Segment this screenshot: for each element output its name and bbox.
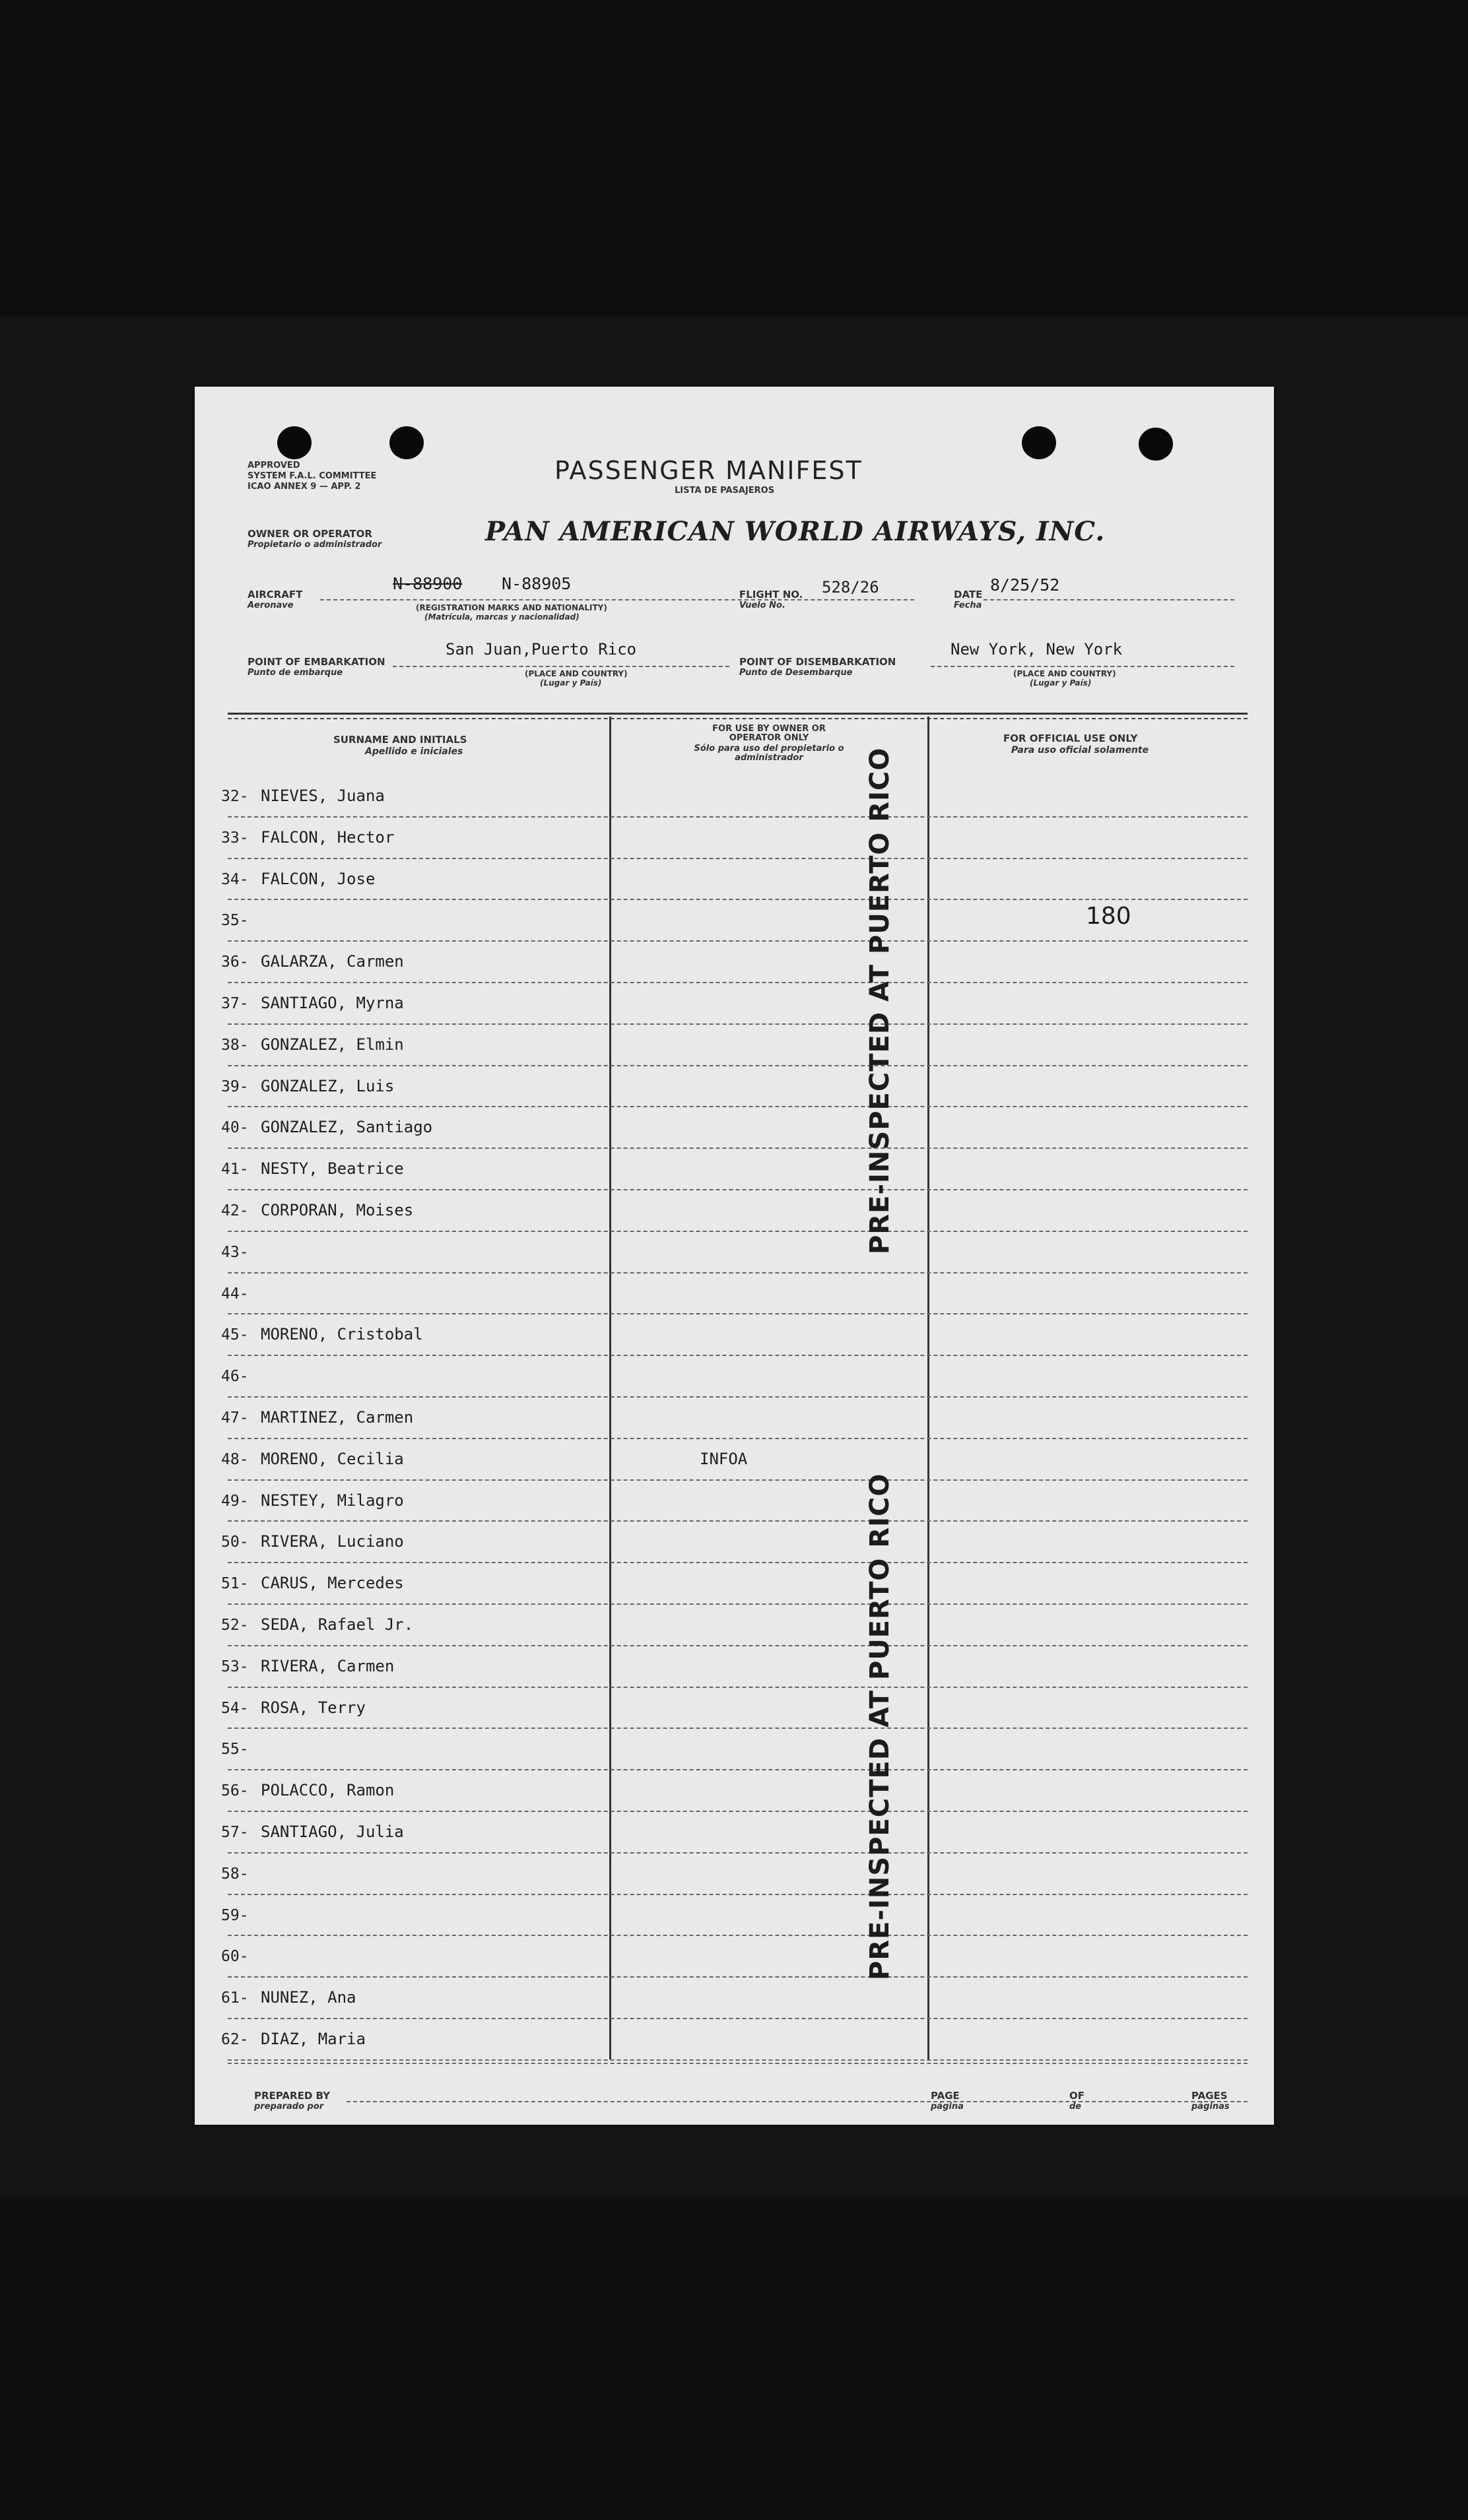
row-rule xyxy=(228,1065,1248,1066)
table-row xyxy=(195,901,1274,943)
passenger-name: GONZALEZ, Elmin xyxy=(261,1035,404,1054)
owner-label: OWNER OR OPERATOR xyxy=(248,528,372,540)
table-row xyxy=(195,1896,1274,1938)
row-rule xyxy=(228,1313,1248,1314)
embark-value: San Juan,Puerto Rico xyxy=(446,640,636,659)
table-row xyxy=(195,1109,1274,1150)
row-number: 43- xyxy=(221,1243,249,1261)
passenger-name: CORPORAN, Moises xyxy=(261,1201,414,1219)
row-rule xyxy=(228,1396,1248,1398)
table-row xyxy=(195,1316,1274,1357)
passenger-name: MORENO, Cristobal xyxy=(261,1325,423,1344)
passenger-name: ROSA, Terry xyxy=(261,1698,366,1717)
registration-caption-es: (Matrícula, marcas y nacionalidad) xyxy=(424,612,580,622)
table-row xyxy=(195,1689,1274,1731)
row-number: 40- xyxy=(221,1119,249,1137)
row-number: 61- xyxy=(221,1989,249,2007)
date-value: 8/25/52 xyxy=(990,575,1060,595)
col-header-surname: SURNAME AND INITIALS xyxy=(333,734,467,746)
row-rule xyxy=(228,1189,1248,1190)
row-rule xyxy=(228,1106,1248,1107)
row-rule xyxy=(228,1520,1248,1522)
passenger-name: MORENO, Cecilia xyxy=(261,1449,404,1468)
row-number: 44- xyxy=(221,1285,249,1303)
row-number: 54- xyxy=(221,1699,249,1717)
passenger-name: RIVERA, Carmen xyxy=(261,1656,395,1675)
table-row xyxy=(195,1482,1274,1524)
approval-line: ICAO ANNEX 9 — APP. 2 xyxy=(248,482,361,492)
row-rule xyxy=(228,816,1248,818)
disembark-place-caption-es: (Lugar y País) xyxy=(1030,678,1092,688)
passenger-name: FALCON, Jose xyxy=(261,869,376,888)
row-rule xyxy=(228,1728,1248,1729)
table-row xyxy=(195,1192,1274,1233)
row-number: 53- xyxy=(221,1658,249,1675)
table-row xyxy=(195,1565,1274,1606)
row-rule xyxy=(228,1645,1248,1646)
row-rule xyxy=(228,858,1248,859)
pages-label-es: páginas xyxy=(1191,2102,1230,2112)
row-number: 32- xyxy=(221,788,249,805)
punch-hole xyxy=(1022,426,1056,459)
passenger-name: GALARZA, Carmen xyxy=(261,952,404,971)
table-row xyxy=(195,1937,1274,1979)
manifest-sheet xyxy=(195,387,1274,2125)
row-rule xyxy=(228,1562,1248,1563)
aircraft-label-es: Aeronave xyxy=(248,600,294,610)
row-number: 60- xyxy=(221,1948,249,1966)
table-row xyxy=(195,985,1274,1026)
table-row xyxy=(195,1523,1274,1565)
passenger-name: SANTIAGO, Julia xyxy=(261,1823,404,1841)
table-row xyxy=(195,1606,1274,1648)
row-number: 55- xyxy=(221,1741,249,1759)
punch-hole xyxy=(277,426,312,459)
row-number: 62- xyxy=(221,2031,249,2048)
row-rule xyxy=(228,1852,1248,1854)
inspection-stamp: PRE-INSPECTED AT PUERTO RICO xyxy=(865,1473,895,1980)
embark-place-caption: (PLACE AND COUNTRY) xyxy=(525,669,628,678)
passenger-name: RIVERA, Luciano xyxy=(261,1532,404,1551)
passenger-name: DIAZ, Maria xyxy=(261,2030,366,2048)
row-rule xyxy=(228,982,1248,983)
row-number: 56- xyxy=(221,1782,249,1800)
owner-label-es: Propietario o administrador xyxy=(248,540,382,550)
row-rule xyxy=(228,1438,1248,1439)
prepared-label: PREPARED BY xyxy=(254,2090,330,2102)
passenger-name: CARUS, Mercedes xyxy=(261,1574,404,1593)
passenger-name: GONZALEZ, Santiago xyxy=(261,1118,433,1137)
passenger-name: NUNEZ, Ana xyxy=(261,1988,356,2007)
row-rule xyxy=(228,899,1248,900)
of-label: OF xyxy=(1069,2090,1084,2102)
registration-caption: (REGISTRATION MARKS AND NATIONALITY) xyxy=(416,603,607,612)
passenger-name: NIEVES, Juana xyxy=(261,787,385,805)
row-number: 34- xyxy=(221,870,249,888)
punch-hole xyxy=(389,426,424,459)
row-rule xyxy=(228,1976,1248,1978)
row-rule xyxy=(228,1894,1248,1895)
aircraft-value: N-88905 xyxy=(502,574,572,593)
passenger-name: SANTIAGO, Myrna xyxy=(261,994,404,1012)
page-label-es: página xyxy=(931,2102,964,2112)
flight-label-es: Vuelo No. xyxy=(739,600,785,610)
passenger-name: NESTY, Beatrice xyxy=(261,1159,404,1179)
col-header-official: FOR OFFICIAL USE ONLY xyxy=(1003,732,1138,744)
table-row xyxy=(195,1813,1274,1855)
col-header-owner: FOR USE BY OWNER OR OPERATOR ONLY Sólo para uso del propietario o administrador xyxy=(617,725,921,763)
passenger-name: POLACCO, Ramon xyxy=(261,1781,395,1800)
row-number: 52- xyxy=(221,1617,249,1634)
table-row xyxy=(195,1233,1274,1275)
row-number: 51- xyxy=(221,1575,249,1593)
passenger-name: NESTEY, Milagro xyxy=(261,1491,404,1510)
date-label-es: Fecha xyxy=(954,600,982,610)
table-row xyxy=(195,777,1274,819)
disembark-label: POINT OF DISEMBARKATION xyxy=(739,656,896,668)
disembark-label-es: Punto de Desembarque xyxy=(739,668,853,678)
row-rule xyxy=(228,940,1248,942)
row-rule xyxy=(228,1687,1248,1688)
table-row xyxy=(195,1150,1274,1192)
page-subtitle: LISTA DE PASAJEROS xyxy=(675,486,775,496)
table-row xyxy=(195,1648,1274,1689)
row-rule xyxy=(228,1603,1248,1605)
table-row xyxy=(195,1399,1274,1440)
table-row xyxy=(195,1730,1274,1772)
passenger-name: MARTINEZ, Carmen xyxy=(261,1408,414,1427)
table-row xyxy=(195,1357,1274,1399)
aircraft-label: AIRCRAFT xyxy=(248,589,303,600)
owner-use-cell: INFOA xyxy=(700,1449,748,1468)
row-rule xyxy=(228,2059,1248,2061)
col-header-owner-es: Sólo para uso del propietario o administrador xyxy=(694,744,844,763)
row-number: 59- xyxy=(221,1906,249,1924)
flight-label: FLIGHT NO. xyxy=(739,589,803,600)
col-header-surname-es: Apellido e iniciales xyxy=(365,746,463,757)
table-row xyxy=(195,1979,1274,2020)
row-number: 36- xyxy=(221,953,249,971)
row-number: 42- xyxy=(221,1202,249,1219)
row-rule xyxy=(228,1231,1248,1232)
row-number: 41- xyxy=(221,1161,249,1179)
table-row xyxy=(195,1772,1274,1813)
date-label: DATE xyxy=(954,589,983,600)
embark-label-es: Punto de embarque xyxy=(248,668,343,678)
approval-line: SYSTEM F.A.L. COMMITTEE xyxy=(248,471,377,481)
page-title: PASSENGER MANIFEST xyxy=(554,456,863,485)
official-use-cell: 180 xyxy=(1086,903,1131,930)
col-header-official-es: Para uso oficial solamente xyxy=(1011,745,1149,756)
of-label-es: de xyxy=(1069,2102,1082,2112)
embark-label: POINT OF EMBARKATION xyxy=(248,656,385,668)
row-rule xyxy=(228,1147,1248,1149)
row-number: 58- xyxy=(221,1865,249,1883)
row-number: 48- xyxy=(221,1450,249,1468)
passenger-name: SEDA, Rafael Jr. xyxy=(261,1615,414,1634)
row-rule xyxy=(228,1935,1248,1936)
row-number: 45- xyxy=(221,1326,249,1344)
row-rule xyxy=(228,2018,1248,2019)
row-number: 46- xyxy=(221,1368,249,1386)
row-number: 38- xyxy=(221,1036,249,1054)
row-number: 39- xyxy=(221,1078,249,1095)
row-number: 37- xyxy=(221,995,249,1012)
table-row xyxy=(195,860,1274,902)
approval-line: APPROVED xyxy=(248,461,300,470)
row-rule xyxy=(228,1811,1248,1812)
flight-value: 528/26 xyxy=(822,578,879,597)
row-number: 50- xyxy=(221,1534,249,1551)
aircraft-crossed: N-88900 xyxy=(393,574,463,593)
table-row xyxy=(195,1855,1274,1896)
disembark-place-caption: (PLACE AND COUNTRY) xyxy=(1013,669,1116,678)
embark-place-caption-es: (Lugar y País) xyxy=(540,678,602,688)
row-rule xyxy=(228,1355,1248,1356)
row-rule xyxy=(228,1769,1248,1770)
row-rule xyxy=(228,1023,1248,1025)
table-row xyxy=(195,1440,1274,1482)
prepared-label-es: preparado por xyxy=(254,2102,324,2112)
inspection-stamp: PRE-INSPECTED AT PUERTO RICO xyxy=(865,747,895,1254)
pages-label: PAGES xyxy=(1191,2090,1228,2102)
row-rule xyxy=(228,1479,1248,1481)
table-row xyxy=(195,819,1274,860)
table-row xyxy=(195,1026,1274,1068)
row-number: 57- xyxy=(221,1824,249,1841)
table-row xyxy=(195,1068,1274,1109)
table-row xyxy=(195,2020,1274,2062)
table-row xyxy=(195,1275,1274,1316)
punch-hole xyxy=(1139,428,1173,461)
passenger-name: FALCON, Hector xyxy=(261,827,395,847)
page-label: PAGE xyxy=(931,2090,960,2102)
row-number: 47- xyxy=(221,1409,249,1427)
disembark-value: New York, New York xyxy=(951,640,1123,659)
owner-value: PAN AMERICAN WORLD AIRWAYS, INC. xyxy=(485,516,1106,547)
table-row xyxy=(195,943,1274,985)
row-number: 49- xyxy=(221,1492,249,1510)
row-number: 35- xyxy=(221,912,249,930)
row-number: 33- xyxy=(221,829,249,847)
passenger-name: GONZALEZ, Luis xyxy=(261,1076,395,1095)
row-rule xyxy=(228,1272,1248,1274)
